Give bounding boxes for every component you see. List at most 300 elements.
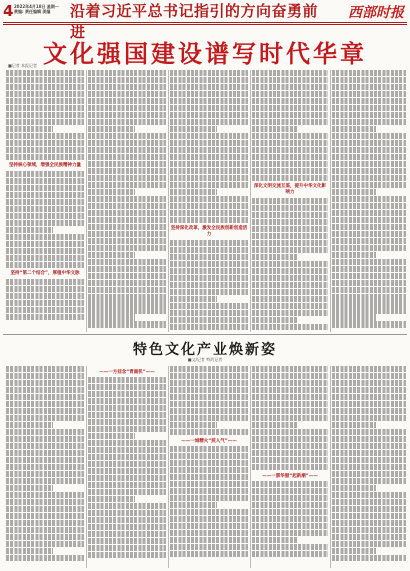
text-line	[332, 217, 406, 223]
section-subheading: 坚持深化改革，激发全民族创新创造活力	[170, 225, 248, 237]
text-line	[332, 280, 406, 286]
column-divider	[168, 366, 169, 568]
main-byline: ■记者 本报记者	[8, 63, 38, 68]
text-line	[88, 552, 166, 558]
text-line	[6, 541, 84, 547]
text-line	[252, 495, 328, 501]
text-line	[170, 217, 248, 223]
text-line	[170, 282, 248, 288]
text-line	[332, 112, 406, 118]
text-line	[332, 534, 406, 540]
text-line	[252, 422, 298, 428]
text-line	[252, 516, 328, 522]
text-line	[170, 91, 248, 97]
text-line	[252, 488, 328, 494]
page-number: 4	[3, 2, 14, 20]
text-line	[252, 523, 328, 529]
text-line	[252, 254, 298, 260]
text-line	[6, 185, 84, 191]
text-line	[88, 280, 166, 286]
text-line	[252, 198, 328, 204]
text-line	[252, 212, 328, 218]
text-line	[332, 70, 406, 76]
text-line	[170, 289, 248, 295]
text-line	[332, 154, 406, 160]
text-line	[252, 551, 328, 557]
text-line	[88, 377, 166, 383]
text-line	[88, 126, 135, 132]
text-line	[170, 161, 248, 167]
text-line	[170, 133, 248, 139]
column-divider	[330, 366, 331, 568]
text-line	[252, 161, 328, 167]
text-line	[252, 380, 328, 386]
text-line	[6, 147, 84, 153]
text-line	[88, 70, 166, 76]
text-line	[88, 426, 166, 432]
text-line	[170, 516, 248, 522]
text-line	[170, 310, 248, 316]
text-line	[170, 387, 248, 393]
text-line	[252, 537, 298, 543]
text-line	[332, 429, 406, 435]
column-divider	[250, 70, 251, 332]
text-line	[170, 317, 248, 323]
article-column-2	[88, 70, 166, 332]
article-column-3	[170, 70, 248, 332]
header-meta	[14, 4, 59, 14]
text-line	[88, 189, 135, 195]
text-line	[332, 366, 406, 372]
text-line	[332, 147, 406, 153]
text-line	[332, 394, 406, 400]
text-line	[252, 240, 328, 246]
text-line	[170, 530, 248, 536]
text-line	[170, 140, 248, 146]
text-line	[332, 457, 406, 463]
text-line	[6, 443, 84, 449]
text-line	[332, 252, 376, 258]
text-line	[252, 366, 328, 372]
text-line	[88, 496, 135, 502]
text-line	[252, 205, 328, 211]
text-line	[252, 175, 328, 181]
text-line	[170, 112, 248, 118]
text-line	[88, 77, 166, 83]
text-line	[252, 289, 328, 295]
text-line	[88, 161, 166, 167]
text-line	[332, 373, 406, 379]
text-line	[6, 485, 53, 491]
text-line	[88, 175, 166, 181]
text-line	[6, 394, 84, 400]
text-line	[88, 300, 166, 306]
text-line	[332, 238, 406, 244]
text-line	[6, 506, 84, 512]
text-line	[6, 534, 84, 540]
text-line	[252, 310, 328, 316]
text-line	[6, 408, 84, 414]
text-line	[6, 262, 84, 268]
text-line	[88, 391, 166, 397]
text-line	[88, 238, 166, 244]
text-line	[332, 464, 406, 470]
text-line	[332, 471, 406, 477]
text-line	[6, 105, 84, 111]
text-line	[88, 245, 166, 251]
text-line	[170, 324, 248, 330]
text-line	[252, 450, 328, 456]
text-line	[6, 450, 84, 456]
text-line	[6, 234, 84, 240]
text-line	[6, 77, 84, 83]
text-line	[6, 387, 84, 393]
text-line	[6, 133, 84, 139]
text-line	[252, 147, 328, 153]
text-line	[170, 77, 248, 83]
text-line	[6, 499, 84, 505]
header-rule-thin	[3, 24, 407, 25]
text-line	[332, 485, 376, 491]
text-line	[170, 254, 248, 260]
text-line	[6, 464, 84, 470]
text-line	[252, 464, 328, 470]
text-line	[6, 548, 53, 554]
text-line	[170, 105, 248, 111]
text-line	[170, 175, 248, 181]
text-line	[332, 175, 406, 181]
text-line	[170, 168, 248, 174]
text-line	[252, 261, 328, 267]
text-line	[88, 294, 166, 300]
text-line	[332, 443, 406, 449]
text-line	[332, 422, 376, 428]
header-date: 2022年4月18日 星期一	[14, 4, 59, 9]
column-divider	[330, 70, 331, 332]
text-line	[170, 240, 248, 246]
text-line	[332, 126, 376, 132]
text-line	[88, 112, 166, 118]
text-line	[252, 530, 328, 536]
text-line	[332, 245, 406, 251]
text-line	[6, 154, 84, 160]
header-rule	[3, 22, 407, 23]
column-divider	[86, 366, 87, 568]
text-line	[6, 84, 84, 90]
text-line	[6, 307, 84, 313]
text-line	[88, 154, 166, 160]
text-line	[332, 119, 406, 125]
section-divider	[3, 334, 407, 335]
text-line	[6, 206, 84, 212]
text-line	[6, 471, 84, 477]
text-line	[332, 436, 406, 442]
text-line	[252, 408, 328, 414]
text-line	[332, 161, 406, 167]
text-line	[88, 307, 166, 313]
text-line	[88, 461, 166, 467]
text-line	[252, 126, 298, 132]
feature-column-2	[88, 366, 166, 568]
text-line	[252, 282, 328, 288]
text-line	[332, 478, 406, 484]
text-line	[170, 373, 248, 379]
text-line	[6, 314, 84, 320]
text-line	[332, 555, 406, 561]
text-line	[252, 219, 328, 225]
text-line	[252, 140, 328, 146]
text-line	[6, 436, 84, 442]
text-line	[332, 140, 406, 146]
text-line	[252, 91, 328, 97]
text-line	[332, 513, 406, 519]
text-line	[6, 478, 84, 484]
text-line	[170, 303, 248, 309]
text-line	[170, 126, 217, 132]
text-line	[6, 70, 84, 76]
text-line	[170, 537, 248, 543]
text-line	[332, 294, 406, 300]
text-line	[88, 203, 166, 209]
text-line	[170, 415, 248, 421]
text-line	[332, 387, 406, 393]
feature-column-4	[252, 366, 328, 568]
text-line	[6, 248, 84, 254]
text-line	[88, 84, 166, 90]
text-line	[88, 224, 166, 230]
text-line	[170, 495, 248, 501]
text-line	[170, 154, 248, 160]
text-line	[170, 296, 217, 302]
text-line	[332, 203, 406, 209]
text-line	[170, 247, 248, 253]
text-line	[252, 275, 328, 281]
text-line	[170, 401, 248, 407]
text-line	[88, 412, 166, 418]
text-line	[252, 373, 328, 379]
text-line	[252, 98, 328, 104]
text-line	[252, 168, 328, 174]
text-line	[88, 468, 166, 474]
text-line	[252, 401, 328, 407]
text-line	[252, 105, 328, 111]
text-line	[6, 98, 84, 104]
text-line	[88, 196, 166, 202]
text-line	[332, 499, 406, 505]
text-line	[88, 503, 166, 509]
text-line	[88, 273, 166, 279]
text-line	[88, 321, 166, 327]
text-line	[252, 154, 328, 160]
text-line	[170, 394, 248, 400]
article-column-5	[332, 70, 406, 332]
text-line	[88, 210, 166, 216]
text-line	[6, 126, 53, 132]
text-line	[252, 387, 328, 393]
text-line	[6, 91, 84, 97]
text-line	[252, 443, 328, 449]
text-line	[170, 467, 248, 473]
column-divider	[168, 70, 169, 332]
text-line	[170, 453, 248, 459]
text-line	[170, 446, 248, 452]
text-line	[332, 314, 376, 320]
feature-column-1	[6, 366, 84, 568]
text-line	[88, 133, 166, 139]
text-line	[252, 502, 328, 508]
text-line	[6, 279, 84, 285]
text-line	[88, 231, 166, 237]
text-line	[6, 555, 84, 561]
text-line	[6, 140, 84, 146]
text-line	[6, 492, 84, 498]
text-line	[170, 502, 217, 508]
text-line	[88, 419, 166, 425]
text-line	[88, 398, 166, 404]
text-line	[332, 77, 406, 83]
text-line	[332, 266, 406, 272]
text-line	[88, 538, 166, 544]
text-line	[170, 70, 248, 76]
text-line	[6, 422, 53, 428]
section-subheading: 坚持“第二个结合”，厚植中华文脉	[10, 270, 80, 276]
text-line	[252, 226, 328, 232]
text-line	[170, 460, 248, 466]
text-line	[252, 457, 328, 463]
text-line	[6, 213, 84, 219]
text-line	[88, 182, 166, 188]
text-line	[88, 482, 166, 488]
text-line	[88, 510, 166, 516]
text-line	[332, 541, 406, 547]
text-line	[88, 140, 166, 146]
text-line	[252, 303, 328, 309]
text-line	[252, 415, 328, 421]
text-line	[88, 98, 166, 104]
feature-byline: ■文/记者 特约记者	[187, 357, 223, 362]
text-line	[332, 492, 406, 498]
text-line	[332, 506, 406, 512]
text-line	[332, 231, 406, 237]
text-line	[332, 273, 406, 279]
text-line	[88, 517, 166, 523]
text-line	[170, 481, 248, 487]
text-line	[6, 300, 84, 306]
text-line	[332, 196, 406, 202]
text-line	[6, 457, 84, 463]
text-line	[170, 380, 248, 386]
text-line	[332, 380, 406, 386]
text-line	[252, 481, 328, 487]
text-line	[6, 171, 84, 177]
text-line	[170, 523, 248, 529]
text-line	[6, 192, 84, 198]
text-line	[6, 527, 84, 533]
text-line	[332, 105, 406, 111]
header-editors: 责编: 责任编辑 美编	[14, 9, 51, 14]
text-line	[252, 268, 328, 274]
text-line	[252, 394, 328, 400]
text-line	[6, 255, 84, 261]
text-line	[170, 551, 248, 557]
text-line	[6, 227, 53, 233]
text-line	[88, 384, 166, 390]
text-line	[88, 447, 166, 453]
text-line	[6, 415, 84, 421]
section-subheading: 深化文明交流互鉴，提升中华文化影响力	[254, 183, 326, 195]
column-divider	[86, 70, 87, 332]
text-line	[170, 275, 248, 281]
text-line	[6, 199, 84, 205]
text-line	[332, 548, 376, 554]
text-line	[252, 296, 328, 302]
text-line	[170, 119, 248, 125]
feature-box-heading: —— 一方挂念“青画机” ——	[88, 369, 166, 375]
text-line	[170, 189, 217, 195]
text-line	[170, 203, 248, 209]
text-line	[170, 84, 248, 90]
text-line	[88, 405, 166, 411]
text-line	[252, 324, 328, 330]
text-line	[332, 307, 406, 313]
text-line	[252, 233, 328, 239]
text-line	[332, 527, 406, 533]
text-line	[252, 70, 328, 76]
text-line	[252, 119, 328, 125]
text-line	[332, 133, 406, 139]
text-line	[252, 544, 328, 550]
page-header	[0, 0, 410, 41]
text-line	[88, 119, 166, 125]
text-line	[252, 112, 328, 118]
feature-box-heading: —— 一城精火“煎人气” ——	[170, 438, 248, 444]
text-line	[6, 293, 84, 299]
feature-column-5	[332, 366, 406, 568]
text-line	[88, 147, 166, 153]
text-line	[332, 287, 406, 293]
text-line	[6, 401, 84, 407]
text-line	[6, 119, 84, 125]
text-line	[332, 408, 406, 414]
column-divider	[250, 366, 251, 568]
text-line	[6, 380, 84, 386]
text-line	[332, 98, 406, 104]
text-line	[170, 474, 248, 480]
text-line	[88, 91, 166, 97]
text-line	[332, 168, 406, 174]
text-line	[170, 509, 248, 515]
text-line	[170, 210, 248, 216]
text-line	[332, 415, 406, 421]
text-line	[88, 475, 166, 481]
feature-column-3	[170, 366, 248, 568]
text-line	[252, 133, 328, 139]
text-line	[170, 261, 248, 267]
text-line	[252, 77, 328, 83]
text-line	[252, 509, 328, 515]
text-line	[170, 268, 248, 274]
text-line	[88, 314, 135, 320]
text-line	[88, 531, 166, 537]
text-line	[88, 168, 166, 174]
text-line	[88, 454, 166, 460]
text-line	[88, 287, 166, 293]
text-line	[6, 178, 84, 184]
text-line	[170, 182, 248, 188]
text-line	[88, 217, 166, 223]
text-line	[88, 545, 166, 551]
text-line	[332, 210, 406, 216]
